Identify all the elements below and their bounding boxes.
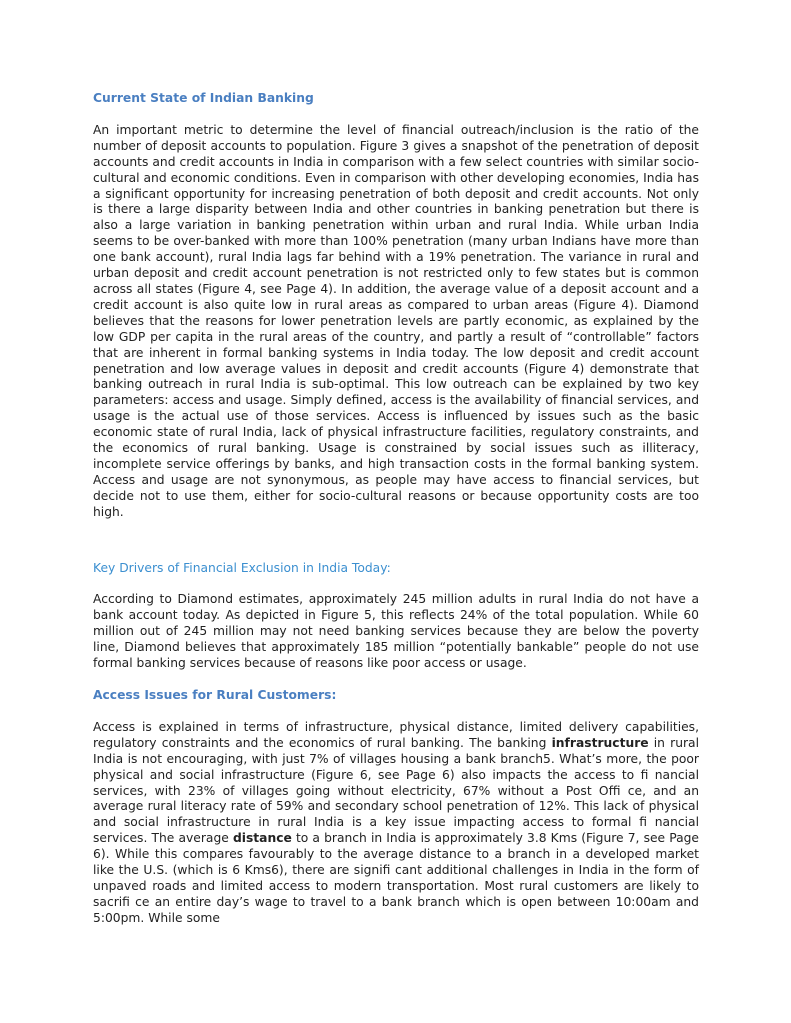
access-text-1: Access is explained in terms of infrastructure, physical distance, limited delivery capabilities, regulatory constraints and the economics of rural banking. The banking: [93, 719, 699, 750]
paragraph-key-drivers: According to Diamond estimates, approximately 245 million adults in rural India do not have a bank account today. As depicted in Figure 5, this reflects 24% of the total population. While 60 million out of 245 million may not need banking services because they are below the poverty line, Diamond believes that approximately 185 million “potentially bankable” people do not use formal banking services because of reasons like poor access or usage.: [93, 592, 699, 671]
access-text-3: to a branch in India is approximately 3.8 Kms (Figure 7, see Page 6). While this compares favourably to the average distance to a branch in a developed market like the U.S. (which is 6 Kms6), there are signifi cant additional challenges in India in the form of unpaved roads and limited access to modern transportation. Most rural customers are likely to sacrifi ce an entire day’s wage to travel to a bank branch which is open between 10:00am and 5:00pm. While some: [93, 831, 699, 925]
access-bold-distance: distance: [232, 831, 292, 846]
access-text-2: in rural India is not encouraging, with just 7% of villages housing a bank branch5. What’s more, the poor physical and social infrastructure (Figure 6, see Page 6) also impacts the access to fi nancial services, with 23% of villages going without electricity, 67% without a Post Offi ce, and an average rural literacy rate of 59% and secondary school penetration of 12%. This lack of physical and social infrastructure in rural India is a key issue impacting access to formal fi nancial services. The average: [93, 735, 699, 846]
section-heading-current-state: Current State of Indian Banking: [93, 91, 314, 105]
access-bold-infrastructure: infrastructure: [551, 735, 649, 750]
document-page: [93, 91, 699, 927]
paragraph-access-issues: [93, 720, 699, 927]
section-heading-access-issues: Access Issues for Rural Customers:: [93, 688, 337, 702]
paragraph-current-state: An important metric to determine the level of financial outreach/inclusion is the ratio of the number of deposit accounts to population. Figure 3 gives a snapshot of the penetration of deposit accounts and credit accounts in India in comparison with a few select countries with similar socio-cultural and economic conditions. Even in comparison with other developing economies, India has a significant opportunity for increasing penetration of both deposit and credit accounts. Not only is there a large disparity between India and other countries in banking penetration but there is also a large variation in banking penetration within urban and rural India. While urban India seems to be over-banked with more than 100% penetration (many urban Indians have more than one bank account), rural India lags far behind with a 19% penetration. The variance in rural and urban deposit and credit account penetration is not restricted only to few states but is common across all states (Figure 4, see Page 4). In addition, the average value of a deposit account and a credit account is also quite low in rural areas as compared to urban areas (Figure 4). Diamond believes that the reasons for lower penetration levels are partly economic, as explained by the low GDP per capita in the rural areas of the country, and partly a result of “controllable” factors that are inherent in formal banking systems in India today. The low deposit and credit account penetration and low average values in deposit and credit accounts (Figure 4) demonstrate that banking outreach in rural India is sub-optimal. This low outreach can be explained by two key parameters: access and usage. Simply defined, access is the availability of financial services, and usage is the actual use of those services. Access is influenced by issues such as the basic economic state of rural India, lack of physical infrastructure facilities, regulatory constraints, and the economics of rural banking. Usage is constrained by social issues such as illiteracy, incomplete service offerings by banks, and high transaction costs in the formal banking system. Access and usage are not synonymous, as people may have access to financial services, but decide not to use them, either for socio-cultural reasons or because opportunity costs are too high.: [93, 122, 699, 519]
section-heading-key-drivers: Key Drivers of Financial Exclusion in India Today:: [93, 560, 391, 575]
